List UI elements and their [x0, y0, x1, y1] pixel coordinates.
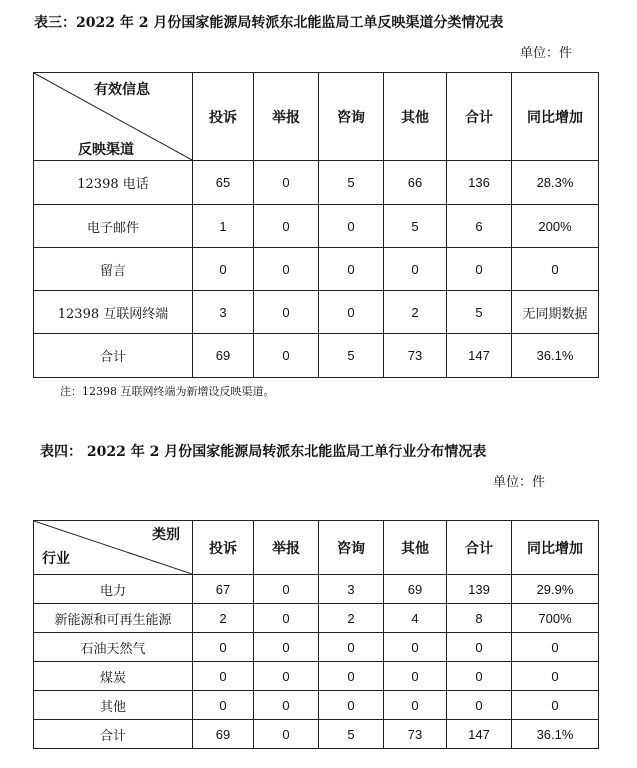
row-label: 12398 电话: [34, 161, 193, 205]
row-label: 石油天然气: [34, 633, 193, 662]
table4-col-header: 咨询: [319, 521, 384, 575]
table-cell: 28.3%: [512, 161, 599, 205]
table-cell: 139: [447, 575, 512, 604]
table-row: [34, 720, 599, 749]
row-label: 合计: [34, 720, 193, 749]
table-cell: 0: [447, 691, 512, 720]
table-cell: 69: [384, 575, 447, 604]
table-cell: 66: [384, 161, 447, 205]
table-cell: 0: [447, 662, 512, 691]
table-cell: 0: [254, 575, 319, 604]
table-cell: 0: [384, 662, 447, 691]
table4-title: 表四： 2022 年 2 月份国家能源局转派东北能监局工单行业分布情况表: [40, 444, 487, 460]
table3-col-header: 其他: [384, 73, 447, 161]
table-cell: 0: [512, 662, 599, 691]
table-row: [34, 604, 599, 633]
table-cell: 73: [384, 720, 447, 749]
table-cell: 0: [254, 248, 319, 291]
table-cell: 0: [319, 291, 384, 334]
table-cell: 0: [319, 205, 384, 248]
table3-header-row: [34, 73, 599, 161]
table-cell: 69: [193, 720, 254, 749]
table4-unit: 单位：件: [493, 475, 546, 490]
table4-corner-cell: [34, 521, 193, 575]
table-cell: 0: [319, 633, 384, 662]
table-cell: 0: [512, 633, 599, 662]
table3-corner-bottom: 反映渠道: [78, 142, 134, 158]
table-cell: 0: [254, 205, 319, 248]
table-cell: 0: [512, 248, 599, 291]
table-cell: 0: [319, 691, 384, 720]
table-cell: 6: [447, 205, 512, 248]
table-cell: 5: [447, 291, 512, 334]
table-row: [34, 662, 599, 691]
row-label: 电子邮件: [34, 205, 193, 248]
table-cell: 0: [193, 248, 254, 291]
table3-col-header: 咨询: [319, 73, 384, 161]
table3: [33, 72, 599, 378]
table-cell: 5: [319, 720, 384, 749]
table-row: [34, 205, 599, 248]
table-cell: 0: [254, 720, 319, 749]
table-cell: 0: [319, 248, 384, 291]
table-row: [34, 334, 599, 378]
table-cell: 200%: [512, 205, 599, 248]
table3-col-header: 投诉: [193, 73, 254, 161]
table-cell: 36.1%: [512, 720, 599, 749]
table3-title: 表三：2022 年 2 月份国家能源局转派东北能监局工单反映渠道分类情况表: [34, 15, 504, 31]
table-cell: 0: [254, 662, 319, 691]
table-row: [34, 691, 599, 720]
table-cell: 0: [254, 691, 319, 720]
table-cell: 0: [512, 691, 599, 720]
row-label: 电力: [34, 575, 193, 604]
row-label: 煤炭: [34, 662, 193, 691]
table-row: [34, 575, 599, 604]
table3-col-header: 举报: [254, 73, 319, 161]
table-cell: 73: [384, 334, 447, 378]
table-cell: 3: [319, 575, 384, 604]
table-row: [34, 291, 599, 334]
table-cell: 5: [319, 161, 384, 205]
table4: [33, 520, 599, 749]
table4-corner-top: 类别: [152, 527, 180, 543]
row-label: 12398 互联网终端: [34, 291, 193, 334]
table-cell: 2: [193, 604, 254, 633]
table-cell: 0: [193, 691, 254, 720]
table-cell: 0: [319, 662, 384, 691]
table-cell: 147: [447, 720, 512, 749]
table-row: [34, 161, 599, 205]
row-label: 留言: [34, 248, 193, 291]
table3-corner-cell: [34, 73, 193, 161]
table-cell: 0: [447, 633, 512, 662]
table-cell: 4: [384, 604, 447, 633]
table-cell: 8: [447, 604, 512, 633]
table4-col-header: 其他: [384, 521, 447, 575]
table-cell: 0: [193, 633, 254, 662]
table-cell: 2: [319, 604, 384, 633]
table-cell: 2: [384, 291, 447, 334]
table-cell: 65: [193, 161, 254, 205]
table-cell: 0: [447, 248, 512, 291]
table-cell: 无同期数据: [512, 291, 599, 334]
table4-corner-bottom: 行业: [42, 551, 70, 567]
table4-col-header: 同比增加: [512, 521, 599, 575]
table4-col-header: 投诉: [193, 521, 254, 575]
table3-col-header: 合计: [447, 73, 512, 161]
table-cell: 36.1%: [512, 334, 599, 378]
table4-header-row: [34, 521, 599, 575]
table4-col-header: 举报: [254, 521, 319, 575]
table-cell: 0: [384, 633, 447, 662]
row-label: 其他: [34, 691, 193, 720]
table4-col-header: 合计: [447, 521, 512, 575]
table-cell: 0: [384, 248, 447, 291]
table-cell: 29.9%: [512, 575, 599, 604]
table-cell: 0: [254, 633, 319, 662]
table3-col-header: 同比增加: [512, 73, 599, 161]
table-cell: 67: [193, 575, 254, 604]
row-label: 新能源和可再生能源: [34, 604, 193, 633]
table-row: [34, 633, 599, 662]
table-cell: 147: [447, 334, 512, 378]
row-label: 合计: [34, 334, 193, 378]
table-cell: 5: [319, 334, 384, 378]
table-cell: 700%: [512, 604, 599, 633]
table-cell: 136: [447, 161, 512, 205]
table-cell: 1: [193, 205, 254, 248]
table-cell: 69: [193, 334, 254, 378]
table-cell: 0: [254, 604, 319, 633]
table-cell: 3: [193, 291, 254, 334]
table3-corner-top: 有效信息: [94, 82, 150, 98]
table-cell: 0: [193, 662, 254, 691]
table3-note: 注：12398 互联网终端为新增设反映渠道。: [60, 385, 275, 398]
table-row: [34, 248, 599, 291]
table-cell: 0: [254, 291, 319, 334]
table-cell: 0: [254, 161, 319, 205]
table-cell: 0: [254, 334, 319, 378]
table-cell: 5: [384, 205, 447, 248]
table3-unit: 单位：件: [520, 46, 573, 61]
table-cell: 0: [384, 691, 447, 720]
